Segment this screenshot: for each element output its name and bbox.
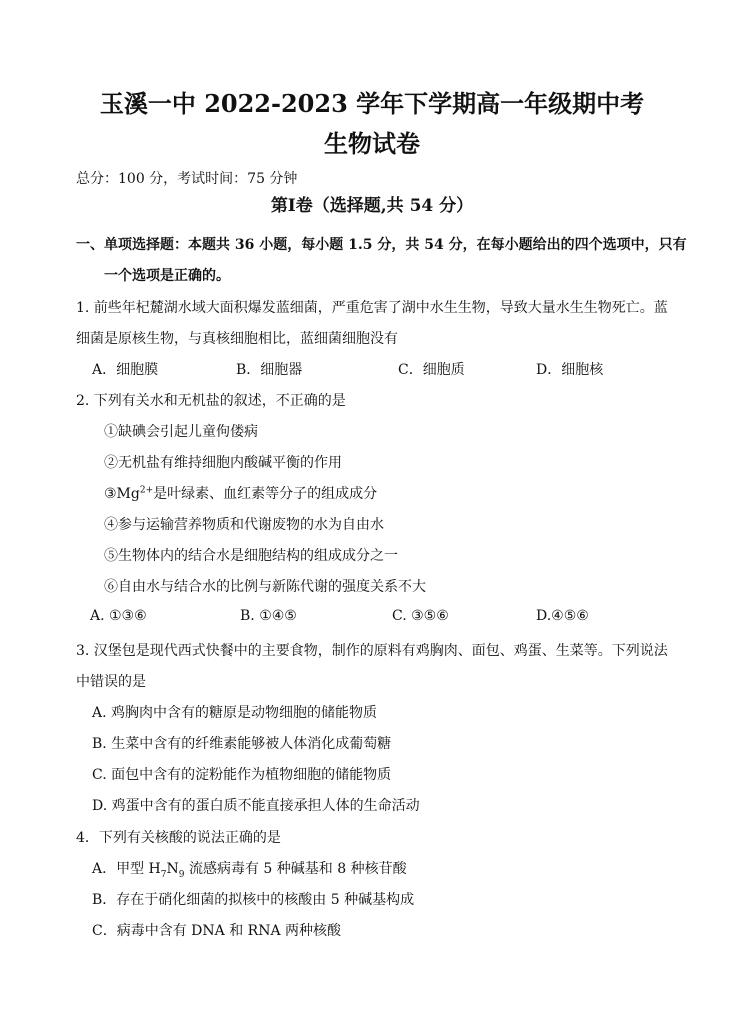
q2-option-d: D.④⑤⑥ bbox=[536, 608, 589, 624]
q3-option-b: B. 生菜中含有的纤维素能够被人体消化成葡萄糖 bbox=[92, 736, 392, 752]
q2-option-a: A. ①③⑥ bbox=[90, 608, 147, 624]
q3-option-d: D. 鸡蛋中含有的蛋白质不能直接承担人体的生命活动 bbox=[92, 798, 420, 814]
q3-stem: 3. 汉堡包是现代西式快餐中的主要食物，制作的原料有鸡胸肉、面包、鸡蛋、生菜等。下列说法 bbox=[76, 643, 668, 659]
q2-statement-5: ⑤生物体内的结合水是细胞结构的组成成分之一 bbox=[104, 548, 398, 564]
q2-statement-4: ④参与运输营养物质和代谢废物的水为自由水 bbox=[104, 517, 384, 533]
section-title: 第Ⅰ卷（选择题,共 54 分） bbox=[270, 196, 474, 216]
q1-option-d: D．细胞核 bbox=[536, 362, 604, 378]
q1-stem: 1. 前些年杞麓湖水域大面积爆发蓝细菌，严重危害了湖中水生生物，导致大量水生生物死亡。蓝 bbox=[76, 300, 668, 316]
q3-stem-cont: 中错误的是 bbox=[76, 674, 146, 690]
q1-option-b: B．细胞器 bbox=[236, 362, 303, 378]
q3-option-a: A. 鸡胸肉中含有的糖原是动物细胞的储能物质 bbox=[92, 705, 378, 721]
q4-stem: 4．下列有关核酸的说法正确的是 bbox=[76, 830, 281, 846]
q2-statement-6: ⑥自由水与结合水的比例与新陈代谢的强度关系不大 bbox=[104, 579, 426, 595]
q3-option-c: C. 面包中含有的淀粉能作为植物细胞的储能物质 bbox=[92, 767, 392, 783]
section-instruction-cont: 一个选项是正确的。 bbox=[104, 268, 230, 284]
q2-option-b: B. ①④⑤ bbox=[240, 608, 297, 624]
q4-option-c: C．病毒中含有 DNA 和 RNA 两种核酸 bbox=[92, 923, 341, 939]
q2-option-c: C. ③⑤⑥ bbox=[392, 608, 449, 624]
exam-meta: 总分：100 分，考试时间：75 分钟 bbox=[76, 171, 298, 187]
section-instruction: 一、单项选择题：本题共 36 小题，每小题 1.5 分，共 54 分，在每小题给出的四个选项中，只有 bbox=[76, 237, 687, 253]
q2-stem: 2. 下列有关水和无机盐的叙述，不正确的是 bbox=[76, 393, 346, 409]
q2-statement-3: $③Mg^{2+}$是叶绿素、血红素等分子的组成成分 bbox=[104, 485, 378, 502]
q2-statement-2: ②无机盐有维持细胞内酸碱平衡的作用 bbox=[104, 455, 342, 471]
q1-stem-cont: 细菌是原核生物，与真核细胞相比，蓝细菌细胞没有 bbox=[76, 331, 398, 347]
q4-option-b: B．存在于硝化细菌的拟核中的核酸由 5 种碱基构成 bbox=[92, 892, 415, 908]
exam-title: 玉溪一中 2022-2023 学年下学期高一年级期中考 bbox=[99, 89, 645, 118]
q2-statement-1: ①缺碘会引起儿童佝偻病 bbox=[104, 424, 258, 440]
q1-option-c: C．细胞质 bbox=[398, 362, 465, 378]
q1-option-a: A．细胞膜 bbox=[92, 362, 159, 378]
exam-subtitle: 生物试卷 bbox=[324, 129, 420, 158]
q4-option-a: A．甲型 $H_7N_9$ 流感病毒有 5 种碱基和 8 种核苷酸 bbox=[92, 861, 407, 880]
